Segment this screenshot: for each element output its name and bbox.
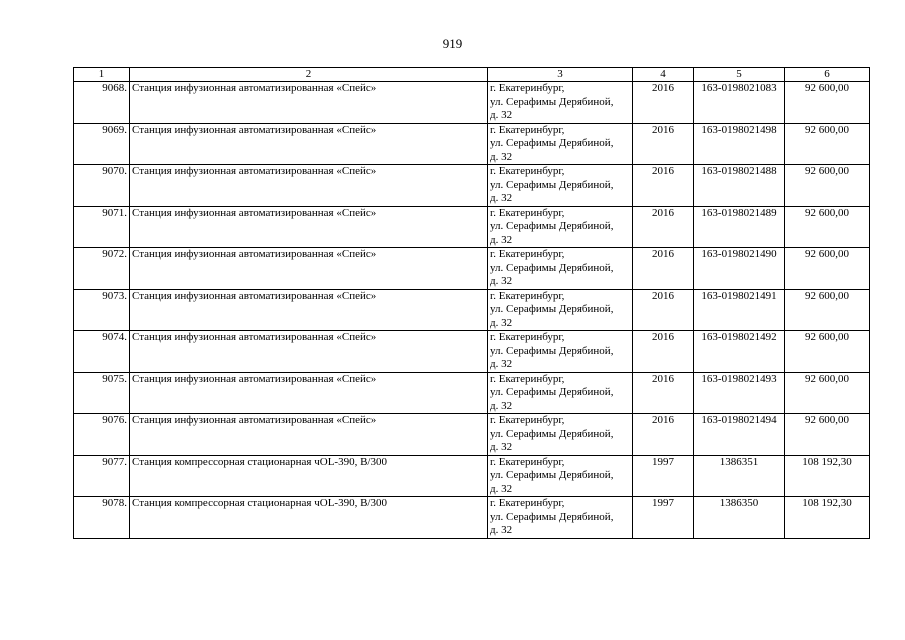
row-number: 9073. [74,289,130,331]
item-address [488,123,633,165]
inventory-number: 163-0198021498 [694,123,785,165]
item-year: 2016 [633,414,694,456]
item-name: Станция инфузионная автоматизированная «Спейс» [130,289,488,331]
item-year: 2016 [633,372,694,414]
table-row [74,206,870,248]
address-line: д. 32 [490,109,513,121]
row-number: 9077. [74,455,130,497]
table-row [74,123,870,165]
item-name: Станция компрессорная стационарная чOL-390, B/300 [130,497,488,539]
header-col-3: 3 [488,68,633,82]
table-body [74,82,870,539]
address-line: г. Екатеринбург, [490,248,565,260]
item-address [488,414,633,456]
item-year: 2016 [633,248,694,290]
item-cost: 92 600,00 [785,289,870,331]
item-address [488,206,633,248]
inventory-number: 1386351 [694,455,785,497]
table-row [74,455,870,497]
row-number: 9070. [74,165,130,207]
address-line: ул. Серафимы Дерябиной, [490,95,614,108]
item-name: Станция инфузионная автоматизированная «Спейс» [130,248,488,290]
item-name: Станция инфузионная автоматизированная «Спейс» [130,123,488,165]
address-line: г. Екатеринбург, [490,497,565,509]
item-cost: 108 192,30 [785,455,870,497]
inventory-number: 163-0198021083 [694,82,785,124]
item-address [488,331,633,373]
address-line: г. Екатеринбург, [490,455,565,468]
row-number: 9078. [74,497,130,539]
table-row [74,165,870,207]
address-line: г. Екатеринбург, [490,331,565,343]
address-line: г. Екатеринбург, [490,372,565,385]
table-row [74,289,870,331]
item-name: Станция инфузионная автоматизированная «Спейс» [130,331,488,373]
item-year: 2016 [633,165,694,207]
address-line: д. 32 [490,192,513,204]
header-col-6: 6 [785,68,870,82]
address-line: ул. Серафимы Дерябиной, [490,427,614,440]
item-year: 2016 [633,123,694,165]
item-cost: 92 600,00 [785,206,870,248]
item-cost: 92 600,00 [785,165,870,207]
address-line: ул. Серафимы Дерябиной, [490,137,614,149]
address-line: д. 32 [490,482,513,495]
item-year: 1997 [633,455,694,497]
item-cost: 92 600,00 [785,123,870,165]
item-name: Станция инфузионная автоматизированная «Спейс» [130,206,488,248]
inventory-number: 163-0198021493 [694,372,785,414]
address-line: г. Екатеринбург, [490,206,565,219]
item-year: 2016 [633,331,694,373]
item-cost: 92 600,00 [785,248,870,290]
row-number: 9075. [74,372,130,414]
item-name: Станция инфузионная автоматизированная «Спейс» [130,165,488,207]
header-col-2: 2 [130,68,488,82]
address-line: г. Екатеринбург, [490,414,565,426]
address-line: ул. Серафимы Дерябиной, [490,344,614,357]
address-line: д. 32 [490,150,513,163]
page-number: 919 [442,36,463,51]
address-line: д. 32 [490,275,513,287]
item-address [488,165,633,207]
address-line: ул. Серафимы Дерябиной, [490,303,614,315]
row-number: 9071. [74,206,130,248]
row-number: 9069. [74,123,130,165]
item-address [488,497,633,539]
address-line: д. 32 [490,441,513,453]
table-row [74,331,870,373]
item-year: 2016 [633,82,694,124]
item-address [488,455,633,497]
table-row [74,497,870,539]
item-cost: 92 600,00 [785,414,870,456]
item-year: 2016 [633,289,694,331]
table-row [74,248,870,290]
inventory-number: 163-0198021489 [694,206,785,248]
inventory-number: 1386350 [694,497,785,539]
row-number: 9074. [74,331,130,373]
item-year: 1997 [633,497,694,539]
table-row [74,372,870,414]
inventory-number: 163-0198021488 [694,165,785,207]
address-line: ул. Серафимы Дерябиной, [490,261,614,274]
table-header [74,68,870,82]
item-cost: 92 600,00 [785,372,870,414]
inventory-number: 163-0198021494 [694,414,785,456]
header-col-5: 5 [694,68,785,82]
row-number: 9076. [74,414,130,456]
row-number: 9072. [74,248,130,290]
address-line: г. Екатеринбург, [490,82,565,94]
table-row [74,414,870,456]
item-name: Станция инфузионная автоматизированная «Спейс» [130,82,488,124]
address-line: д. 32 [490,233,513,246]
header-col-4: 4 [633,68,694,82]
item-year: 2016 [633,206,694,248]
inventory-number: 163-0198021491 [694,289,785,331]
inventory-number: 163-0198021492 [694,331,785,373]
address-line: д. 32 [490,399,513,412]
item-address [488,82,633,124]
address-line: ул. Серафимы Дерябиной, [490,510,614,523]
address-line: ул. Серафимы Дерябиной, [490,386,614,398]
address-line: д. 32 [490,524,513,536]
inventory-number: 163-0198021490 [694,248,785,290]
table-row [74,82,870,124]
address-line: г. Екатеринбург, [490,123,565,136]
item-address [488,289,633,331]
address-line: г. Екатеринбург, [490,289,565,302]
registry-table [73,67,870,539]
item-cost: 92 600,00 [785,82,870,124]
header-col-1: 1 [74,68,130,82]
item-address [488,248,633,290]
item-cost: 92 600,00 [785,331,870,373]
address-line: ул. Серафимы Дерябиной, [490,469,614,481]
item-name: Станция инфузионная автоматизированная «Спейс» [130,372,488,414]
header-row [74,68,870,82]
item-name: Станция инфузионная автоматизированная «Спейс» [130,414,488,456]
item-cost: 108 192,30 [785,497,870,539]
address-line: ул. Серафимы Дерябиной, [490,178,614,191]
address-line: г. Екатеринбург, [490,165,565,177]
address-line: д. 32 [490,358,513,370]
address-line: д. 32 [490,316,513,329]
row-number: 9068. [74,82,130,124]
item-address [488,372,633,414]
address-line: ул. Серафимы Дерябиной, [490,220,614,232]
item-name: Станция компрессорная стационарная чOL-390, B/300 [130,455,488,497]
